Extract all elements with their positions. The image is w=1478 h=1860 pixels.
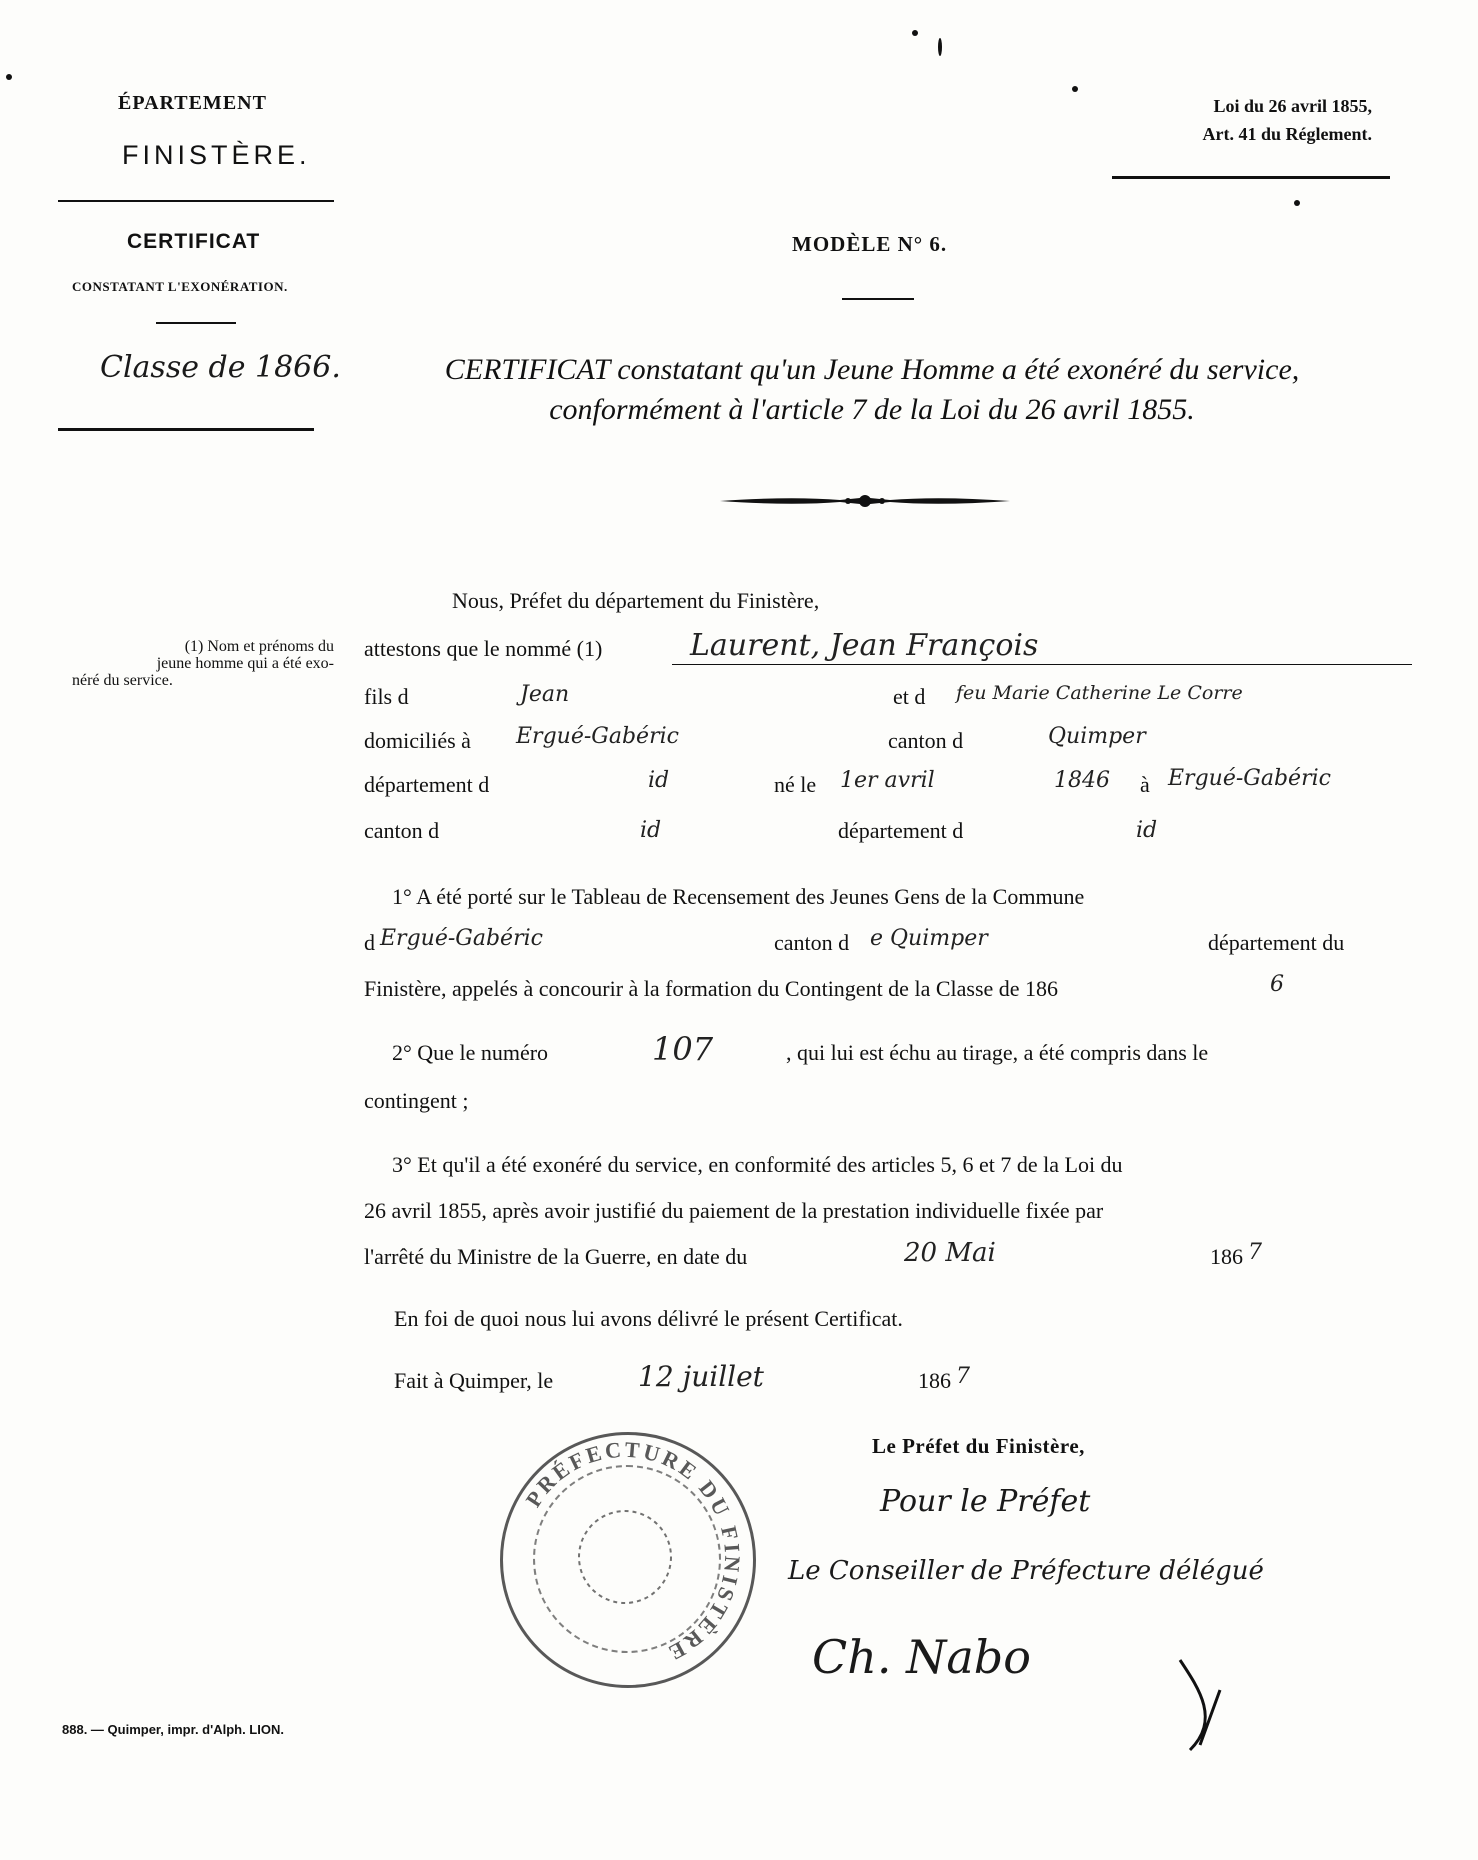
birthplace-field: Ergué-Gabéric — [1168, 766, 1331, 791]
pour-le-prefet: Pour le Préfet — [880, 1484, 1091, 1519]
prefecture-stamp — [500, 1432, 756, 1688]
domicilies-label: domiciliés à — [364, 728, 471, 753]
issue-date-field: 12 juillet — [638, 1360, 764, 1393]
a-label: à — [1140, 772, 1150, 797]
paragraph-3-line-1: 3° Et qu'il a été exonéré du service, en conformité des articles 5, 6 et 7 de la Loi du — [392, 1152, 1123, 1177]
stamp-text-ring — [500, 1432, 750, 1682]
departement2-label: département d — [838, 818, 964, 843]
divider — [842, 298, 914, 300]
canton-label: canton d — [888, 728, 964, 753]
canton-field: Quimper — [1048, 724, 1146, 749]
law-line-2: Art. 41 du Réglement. — [1202, 124, 1372, 144]
paragraph-3-line-2: 26 avril 1855, après avoir justifié du paiement de la prestation individuelle fixée par — [364, 1198, 1104, 1223]
departement-field: id — [648, 768, 670, 793]
stamp-text: PRÉFECTURE DU FINISTÈRE — [520, 1436, 746, 1667]
birth-year-field: 1846 — [1054, 768, 1110, 793]
scan-speck — [1072, 86, 1078, 92]
contingent-class-field: 6 — [1270, 972, 1284, 997]
issue-year-field: 7 — [956, 1364, 970, 1389]
paragraph-1-line-3: Finistère, appelés à concourir à la formation du Contingent de la Classe de 186 — [364, 976, 1059, 1001]
departement-label: département d — [364, 772, 490, 797]
conseiller-line: Le Conseiller de Préfecture délégué — [788, 1556, 1264, 1586]
divider — [58, 428, 314, 431]
decree-year-field: 7 — [1248, 1240, 1262, 1265]
p1-departement-label: département du — [1208, 930, 1345, 955]
class-year: Classe de 1866. — [100, 350, 341, 385]
decree-year-label: 186 — [1210, 1244, 1243, 1269]
department-label: ÉPARTEMENT — [118, 92, 267, 114]
intro-line: Nous, Préfet du département du Finistère, — [452, 588, 820, 613]
p2-continuation: , qui lui est échu au tirage, a été compris dans le — [786, 1040, 1209, 1065]
divider — [156, 322, 236, 324]
paragraph-1-line-1: 1° A été porté sur le Tableau de Recensement des Jeunes Gens de la Commune — [392, 884, 1085, 909]
svg-text:PRÉFECTURE DU FINISTÈRE — [520, 1437, 745, 1667]
underline — [672, 664, 1412, 665]
decree-date-field: 20 Mai — [904, 1238, 996, 1268]
printer-imprint: 888. — Quimper, impr. d'Alph. LION. — [62, 1722, 284, 1737]
left-certificate-label: CERTIFICAT — [127, 230, 261, 253]
paragraph-3-line-3: l'arrêté du Ministre de la Guerre, en date du — [364, 1244, 748, 1269]
divider — [1112, 176, 1390, 179]
issue-year-label: 186 — [918, 1368, 951, 1393]
mother-field: feu Marie Catherine Le Corre — [956, 682, 1243, 704]
scan-speck — [938, 38, 942, 56]
divider — [58, 200, 334, 202]
commune-field: Ergué-Gabéric — [380, 926, 543, 951]
signatory-title: Le Préfet du Finistère, — [872, 1434, 1085, 1458]
document-title — [352, 350, 1392, 430]
note-line-1: (1) Nom et prénoms du — [184, 638, 334, 655]
department-name: FINISTÈRE. — [122, 140, 311, 170]
domicile-field: Ergué-Gabéric — [516, 724, 679, 749]
draw-number-field: 107 — [652, 1030, 714, 1068]
law-reference — [1110, 92, 1372, 148]
fils-label: fils d — [364, 684, 409, 709]
model-number: MODÈLE N° 6. — [792, 232, 948, 256]
note-line-3: néré du service. — [72, 672, 173, 689]
signature-flourish — [1160, 1650, 1310, 1760]
canton2-label: canton d — [364, 818, 440, 843]
note-line-2: jeune homme qui a été exo- — [156, 655, 334, 672]
p1-canton-field: e Quimper — [870, 926, 988, 951]
departement2-field: id — [1136, 818, 1158, 843]
scan-speck — [912, 30, 918, 36]
law-line-1: Loi du 26 avril 1855, — [1213, 96, 1372, 116]
fait-label: Fait à Quimper, le — [394, 1368, 554, 1393]
title-line-2: conformément à l'article 7 de la Loi du 26 avril 1855. — [549, 393, 1195, 426]
p1-canton-label: canton d — [774, 930, 850, 955]
foi-line: En foi de quoi nous lui avons délivré le présent Certificat. — [394, 1306, 903, 1331]
et-label: et d — [893, 684, 926, 709]
ne-le-label: né le — [774, 772, 817, 797]
p2-label: 2° Que le numéro — [392, 1040, 549, 1065]
title-line-1: CERTIFICAT constatant qu'un Jeune Homme a été exonéré du service, — [444, 353, 1300, 386]
scan-speck — [6, 74, 12, 80]
father-field: Jean — [520, 682, 570, 707]
paragraph-2-line-2: contingent ; — [364, 1088, 469, 1113]
margin-note — [72, 638, 334, 689]
ornament-divider — [720, 490, 1010, 512]
scan-speck — [1294, 200, 1300, 206]
attestons-label: attestons que le nommé (1) — [364, 636, 603, 661]
canton2-field: id — [640, 818, 662, 843]
left-exoneration-label: CONSTATANT L'EXONÉRATION. — [72, 279, 288, 294]
signature-name: Ch. Nabo — [812, 1630, 1031, 1684]
p1-d-label: d — [364, 930, 375, 955]
name-field: Laurent, Jean François — [690, 628, 1039, 663]
birth-date-field: 1er avril — [840, 768, 935, 793]
